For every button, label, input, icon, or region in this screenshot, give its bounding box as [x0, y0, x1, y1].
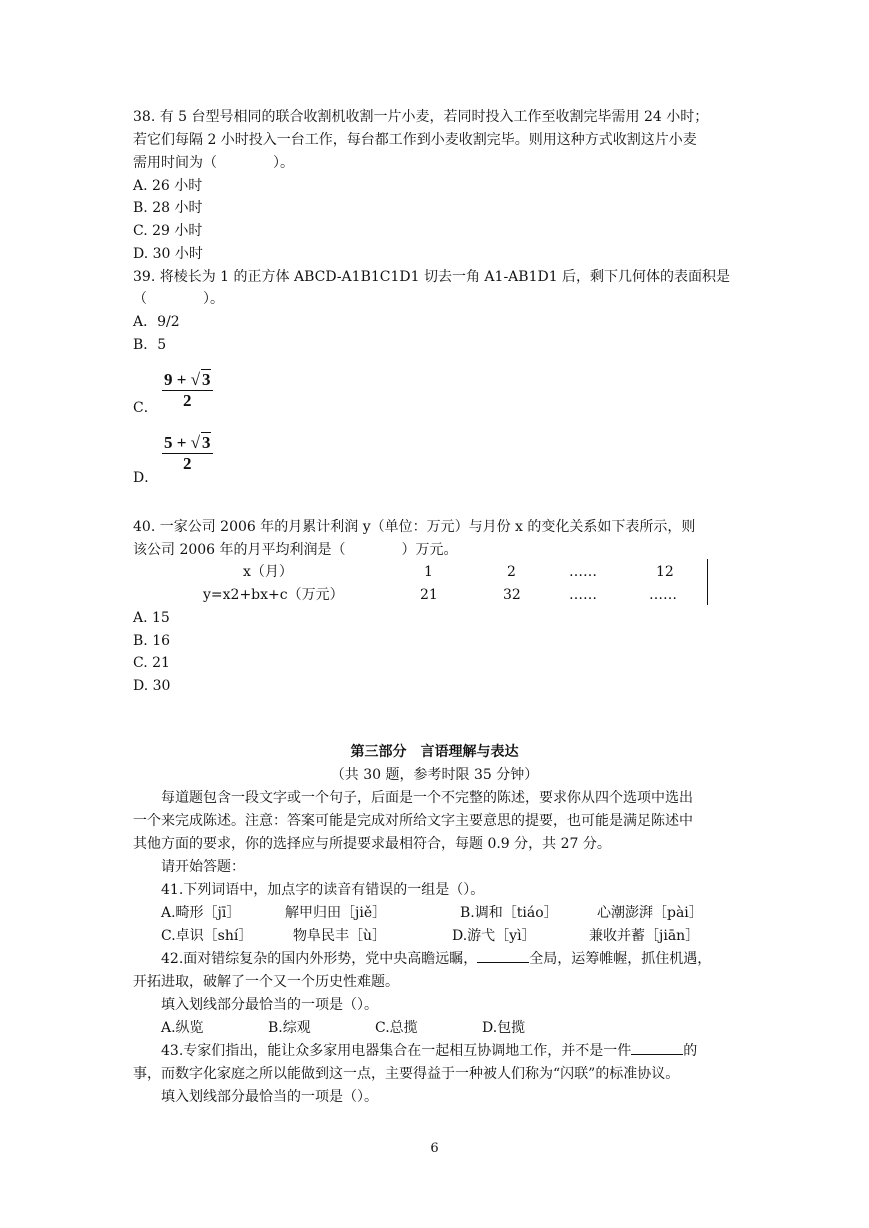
q43-stem-line-1: [161, 1040, 697, 1062]
table-cell: ……: [649, 587, 677, 603]
numerator-integer: 5 +: [164, 433, 191, 452]
q42-prompt: 填入划线部分最恰当的一项是（）。: [161, 997, 378, 1013]
fraction-numerator: 9 + √ 3: [164, 370, 211, 389]
q43-stem-b: 的: [683, 1043, 698, 1059]
q38-option-b: B. 28 小时: [133, 200, 203, 216]
q41-stem: 41.下列词语中，加点字的读音有错误的一组是（）。: [161, 882, 485, 898]
numerator-integer: 9 +: [164, 370, 191, 389]
q42-stem-line-2: 开拓进取，破解了一个又一个历史性难题。: [133, 974, 399, 990]
q42-option-d: D.包揽: [482, 1020, 526, 1036]
start-prompt: 请开始答题：: [161, 859, 245, 875]
q42-stem-b: 全局，运筹帷幄，抓住机遇，: [529, 951, 712, 967]
table-cell: ……: [569, 564, 597, 580]
q39-option-d-fraction: [162, 432, 213, 474]
q41-option-b2: 心潮澎湃［pài］: [597, 905, 703, 921]
section-intro-line-3: 其他方面的要求，你的选择应与所提要求最相符合，每题 0.9 分，共 27 分。: [133, 836, 611, 852]
radicand: 3: [202, 433, 211, 452]
page-number: 6: [430, 1141, 439, 1156]
q39-option-d-label: D．: [133, 470, 159, 486]
fraction-numerator: 5 + √ 3: [164, 433, 211, 452]
section-subtitle: （共 30 题，参考时限 35 分钟）: [330, 767, 539, 783]
q41-option-a1: A.畸形［jī］: [161, 905, 241, 921]
q39-option-a: A．9/2: [133, 314, 180, 330]
q40-option-c: C. 21: [133, 655, 170, 671]
q42-stem-a: 42.面对错综复杂的国内外形势，党中央高瞻远瞩，: [161, 951, 478, 967]
table-cell: 2: [507, 564, 516, 580]
q38-stem-line-3: 需用时间为（ ）。: [133, 155, 294, 171]
q38-option-a: A. 26 小时: [133, 178, 203, 194]
q38-stem-line-1: 38. 有 5 台型号相同的联合收割机收割一片小麦，若同时投入工作至收割完毕需用 24 小时；: [133, 109, 709, 125]
q40-option-b: B. 16: [133, 633, 171, 649]
q42-option-c: C.总揽: [375, 1020, 418, 1036]
q40-option-d: D. 30: [133, 678, 171, 694]
table-cell: 32: [503, 587, 521, 603]
q42-option-a: A.纵览: [161, 1020, 204, 1036]
table-cell: 1: [424, 564, 433, 580]
q42-stem-line-1: [161, 948, 711, 970]
radicand: 3: [202, 370, 211, 389]
table-cell: x（月）: [243, 564, 293, 580]
q39-stem-line-2: （ ）。: [133, 291, 224, 307]
q41-option-d1: D.游弋［yì］: [452, 928, 536, 944]
q39-stem-line-1: 39. 将棱长为 1 的正方体 ABCD-A1B1C1D1 切去一角 A1-AB1D1 后，剩下几何体的表面积是: [133, 269, 731, 285]
q39-option-c-fraction: [162, 369, 213, 411]
q41-option-b1: B.调和［tiáo］: [460, 905, 558, 921]
section-intro-line-1: 每道题包含一段文字或一个句子，后面是一个不完整的陈述，要求你从四个选项中选出: [161, 790, 693, 806]
fraction-denominator: 2: [183, 454, 192, 473]
section-title: 第三部分 言语理解与表达: [350, 744, 519, 760]
q38-stem-line-2: 若它们每隔 2 小时投入一台工作，每台都工作到小麦收割完毕。则用这种方式收割这片小麦: [133, 132, 697, 148]
q41-option-d2: 兼收并蓄［jiān］: [589, 928, 700, 944]
fraction-denominator: 2: [183, 391, 192, 410]
q41-option-c2: 物阜民丰［ù］: [293, 928, 387, 944]
table-cell: 21: [420, 587, 438, 603]
q43-stem-a: 43.专家们指出，能让众多家用电器集合在一起相互协调地工作，并不是一件: [161, 1043, 632, 1059]
q38-option-c: C. 29 小时: [133, 223, 203, 239]
q41-option-a2: 解甲归田［jiě］: [285, 905, 387, 921]
table-cell: 12: [656, 564, 674, 580]
q38-option-d: D. 30 小时: [133, 246, 203, 262]
q43-prompt: 填入划线部分最恰当的一项是（）。: [161, 1089, 378, 1105]
q40-stem-line-1: 40. 一家公司 2006 年的月累计利润 y（单位：万元）与月份 x 的变化关系如下表所示，则: [133, 519, 696, 535]
fill-blank: [631, 1040, 683, 1055]
table-border: [707, 559, 708, 605]
q39-option-c-label: C．: [133, 400, 158, 416]
table-cell: y=x2+bx+c（万元）: [203, 587, 344, 603]
q39-option-b: B．5: [133, 337, 167, 353]
q40-stem-line-2: 该公司 2006 年的月平均利润是（ ）万元。: [133, 542, 458, 558]
q43-stem-line-2: 事，而数字化家庭之所以能做到这一点，主要得益于一种被人们称为“闪联”的标准协议。: [133, 1066, 680, 1082]
q40-option-a: A. 15: [133, 610, 170, 626]
q41-option-c1: C.卓识［shí］: [161, 928, 253, 944]
q42-option-b: B.综观: [268, 1020, 311, 1036]
table-cell: ……: [569, 587, 597, 603]
section-intro-line-2: 一个来完成陈述。注意：答案可能是完成对所给文字主要意思的提要，也可能是满足陈述中: [133, 813, 693, 829]
fill-blank: [477, 948, 529, 963]
